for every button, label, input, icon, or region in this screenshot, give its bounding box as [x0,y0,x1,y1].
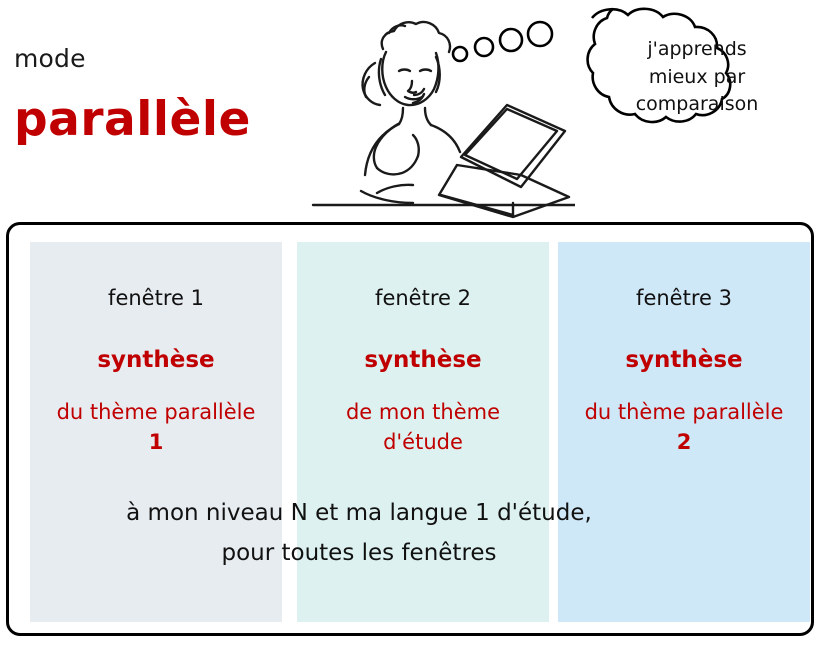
window-1-synthesis-label: synthèse [97,347,215,373]
window-1-subtitle [30,397,282,458]
bubble-line-3: comparaison [635,93,759,116]
window-2-synthesis-label: synthèse [364,347,482,373]
bubble-line-1: j'apprends [647,38,747,60]
window-1-title: fenêtre 1 [108,286,204,310]
window-3-subtitle-line-1: du thème parallèle [584,400,784,424]
window-2-subtitle-line-1: de mon thème [345,400,501,424]
mode-label: mode [14,44,86,73]
window-2-subtitle-line-2: d'étude [383,430,463,455]
footer-line-1: à mon niveau N et ma langue 1 d'étude, [126,500,592,526]
thought-bubble-text [585,36,809,119]
windows-panel [6,222,814,636]
footer-line-2: pour toutes les fenêtres [221,540,497,567]
window-3-title: fenêtre 3 [636,286,732,310]
window-3-subtitle-line-2: 2 [676,430,692,455]
window-1-subtitle-line-1: du thème parallèle [56,400,256,424]
window-3-subtitle [558,397,810,458]
header [0,0,829,222]
page-title: parallèle [14,92,251,147]
window-2-subtitle [297,397,549,458]
window-1-subtitle-line-2: 1 [148,430,164,455]
window-3-synthesis-label: synthèse [625,347,743,373]
window-2-title: fenêtre 2 [375,286,471,310]
panel-footer-note [39,493,679,574]
bubble-line-2: mieux par [648,65,746,88]
